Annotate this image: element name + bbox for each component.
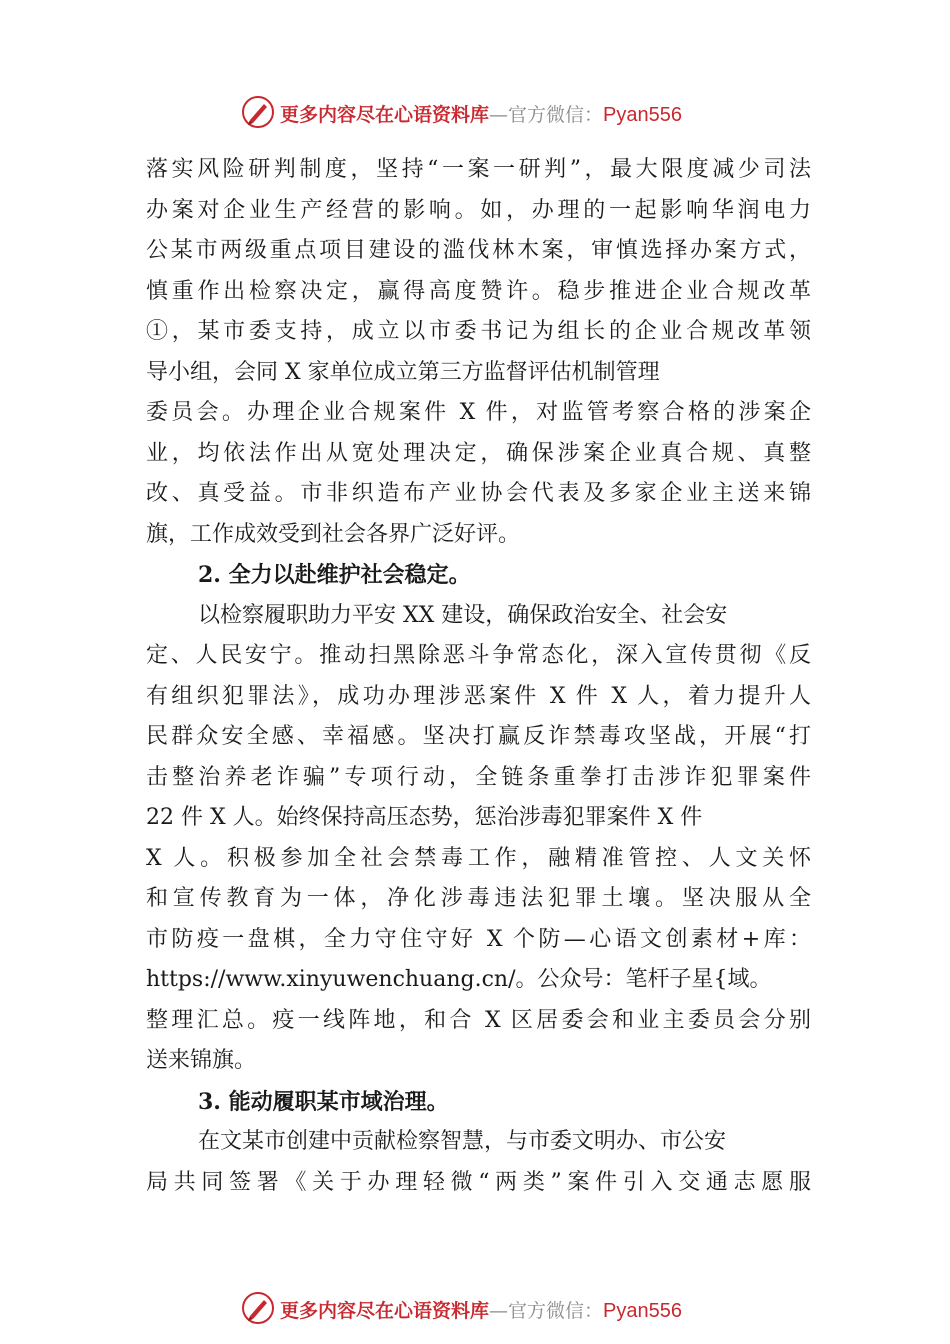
pen-logo-icon bbox=[240, 94, 276, 130]
watermark-wechat-id: Pyan556 bbox=[603, 1300, 682, 1322]
watermark-text bbox=[280, 100, 682, 127]
pen-logo-icon bbox=[240, 1290, 276, 1326]
section-heading-2: 2. 全力以赴维护社会稳定。 bbox=[198, 562, 471, 588]
text-line: https://www.xinyuwenchuang.cn/。公众号：笔杆子星{域。 bbox=[146, 967, 772, 992]
watermark-red-text: 更多内容尽在心语资料库 bbox=[280, 1300, 490, 1322]
text-line: 送来锦旗。 bbox=[146, 1048, 257, 1073]
text-line: 旗，工作成效受到社会各界广泛好评。 bbox=[146, 521, 521, 547]
text-line: 击整治养老诈骗”专项行动，全链条重拳打击涉诈犯罪案件 bbox=[146, 764, 811, 790]
text-line: 定、人民安宁。推动扫黑除恶斗争常态化，深入宣传贯彻《反 bbox=[146, 643, 811, 668]
text-line: 改、真受益。市非织造布产业协会代表及多家企业主送来锦 bbox=[146, 481, 811, 506]
text-line: 和宣传教育为一体，净化涉毒违法犯罪土壤。坚决服从全 bbox=[146, 886, 811, 911]
section-heading-3: 3. 能动履职某市域治理。 bbox=[198, 1088, 449, 1115]
text-line: ①，某市委支持，成立以市委书记为组长的企业合规改革领 bbox=[146, 319, 811, 344]
text-line: 业，均依法作出从宽处理决定，确保涉案企业真合规、真整 bbox=[146, 440, 811, 466]
document-body bbox=[146, 150, 811, 1203]
text-line: 落实风险研判制度，坚持“一案一研判”，最大限度减少司法 bbox=[146, 157, 811, 182]
text-line: 民群众安全感、幸福感。坚决打赢反诈禁毒攻坚战，开展“打 bbox=[146, 724, 811, 749]
watermark-text bbox=[280, 1296, 682, 1323]
watermark-red-text: 更多内容尽在心语资料库 bbox=[280, 104, 490, 126]
text-line: 局共同签署《关于办理轻微“两类”案件引入交通志愿服 bbox=[146, 1169, 811, 1195]
text-line: 22 件 X 人。始终保持高压态势，惩治涉毒犯罪案件 X 件 bbox=[146, 805, 703, 830]
text-line: 以检察履职助力平安 XX 建设，确保政治安全、社会安 bbox=[198, 602, 728, 628]
text-line: 有组织犯罪法》，成功办理涉恶案件 X 件 X 人，着力提升人 bbox=[146, 683, 811, 709]
header-watermark-banner bbox=[0, 92, 950, 136]
watermark-gray-text: —官方微信： bbox=[489, 1300, 604, 1322]
text-line: 在文某市创建中贡献检察智慧，与市委文明办、市公安 bbox=[198, 1129, 727, 1154]
text-line: 公某市两级重点项目建设的滥伐林木案，审慎选择办案方式， bbox=[146, 238, 811, 263]
watermark-wechat-id: Pyan556 bbox=[603, 104, 682, 126]
text-line: 导小组，会同 X 家单位成立第三方监督评估机制管理 bbox=[146, 359, 660, 385]
watermark-gray-text: —官方微信： bbox=[489, 104, 604, 126]
text-line: 市防疫一盘棋，全力守住守好 X 个防—心语文创素材+库： bbox=[146, 926, 811, 952]
text-line: 慎重作出检察决定，赢得高度赞许。稳步推进企业合规改革 bbox=[146, 278, 811, 304]
text-line: 委员会。办理企业合规案件 X 件，对监管考察合格的涉案企 bbox=[146, 400, 811, 425]
footer-watermark-banner bbox=[0, 1288, 950, 1332]
text-line: X 人。积极参加全社会禁毒工作，融精准管控、人文关怀 bbox=[146, 845, 811, 871]
text-line: 整理汇总。疫一线阵地，和合 X 区居委会和业主委员会分别 bbox=[146, 1007, 811, 1033]
text-line: 办案对企业生产经营的影响。如，办理的一起影响华润电力 bbox=[146, 197, 811, 223]
